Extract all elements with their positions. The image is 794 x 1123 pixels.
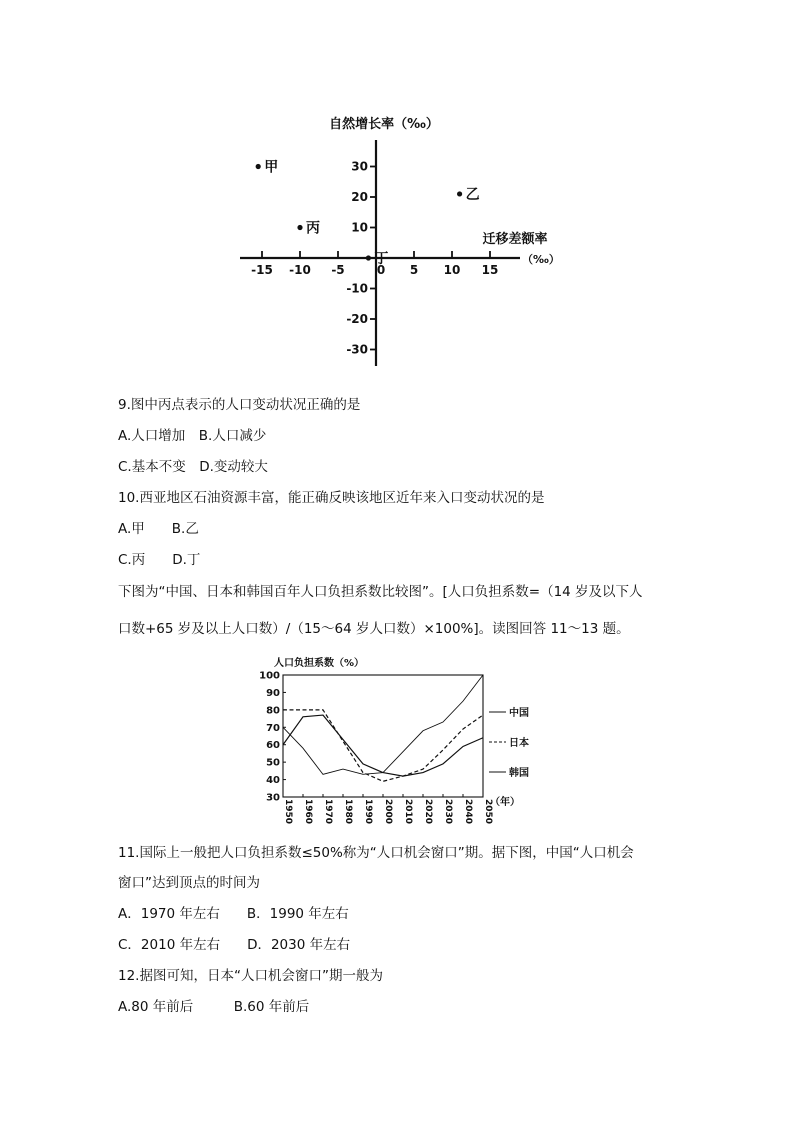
x-tick-label: 5 — [409, 263, 419, 277]
point-marker — [256, 164, 261, 169]
series-line-2 — [283, 710, 483, 781]
y-tick-label: 20 — [351, 190, 368, 204]
point-label: 乙 — [465, 186, 480, 203]
x-tick-label: 2050 — [483, 799, 493, 825]
y-tick-label: 80 — [266, 705, 280, 717]
question-9-options-cd: C.基本不变 D.变动较大 — [118, 459, 268, 475]
point-label: 丙 — [306, 220, 320, 237]
point-marker — [297, 225, 302, 230]
x-tick-label: 15 — [481, 263, 499, 277]
x-axis-unit: （‰） — [522, 253, 560, 266]
series-line-1 — [283, 715, 483, 776]
y-tick-label: 70 — [266, 722, 280, 734]
x-tick-label: 1960 — [303, 799, 313, 825]
y-tick-label: 60 — [266, 740, 280, 752]
legend-label: 韩国 — [509, 768, 529, 779]
x-tick-label: -15 — [251, 263, 273, 277]
point-label: 丁 — [374, 251, 389, 267]
x-tick-label: 1970 — [323, 799, 333, 825]
intro-line-1: 下图为“中国、日本和韩国百年人口负担系数比较图”。[人口负担系数=（14 岁及以下人 — [118, 584, 643, 600]
legend-label: 中国 — [509, 708, 529, 719]
question-10-options-cd: C.丙 D.丁 — [118, 552, 201, 568]
chart-title: 人口负担系数（%） — [274, 658, 365, 669]
y-tick-label: -30 — [346, 342, 368, 357]
y-tick-label: 10 — [351, 220, 368, 235]
x-tick-label: 1980 — [343, 799, 353, 825]
y-tick-label: 30 — [266, 792, 280, 804]
question-11-options-cd: C．2010 年左右 D．2030 年左右 — [118, 937, 351, 953]
x-tick-label: 2010 — [403, 799, 413, 825]
intro-line-2: 口数+65 岁及以上人口数）/（15～64 岁人口数）×100%]。读图回答 11～13 题。 — [118, 621, 630, 637]
y-tick-label: 100 — [259, 670, 280, 682]
x-tick-label: -5 — [331, 263, 345, 277]
plot-frame — [283, 675, 483, 797]
x-tick-label: 1990 — [363, 799, 373, 825]
y-tick-label: -10 — [346, 281, 368, 296]
question-9: 9.图中丙点表示的人口变动状况正确的是 — [118, 397, 361, 413]
x-tick-label: 2030 — [443, 799, 453, 825]
question-10: 10.西亚地区石油资源丰富，能正确反映该地区近年来入口变动状况的是 — [118, 490, 545, 506]
question-12-options-ab: A.80 年前后 B.60 年前后 — [118, 999, 310, 1015]
question-11-line-1: 11.国际上一般把人口负担系数≤50%称为“人口机会窗口”期。据下图，中国“人口机会 — [118, 845, 634, 861]
point-marker — [366, 255, 371, 260]
x-axis-unit: （年） — [490, 797, 520, 808]
x-tick-label: 10 — [443, 263, 461, 277]
question-10-options-ab: A.甲 B.乙 — [118, 521, 199, 537]
series-line-3 — [283, 675, 483, 774]
x-tick-label: 2040 — [463, 799, 473, 825]
x-tick-label: 2000 — [383, 799, 393, 825]
y-tick-label: 40 — [266, 775, 280, 787]
question-12: 12.据图可知，日本“人口机会窗口”期一般为 — [118, 968, 383, 984]
x-tick-label: 0 — [376, 263, 386, 277]
x-tick-label: 2020 — [423, 799, 433, 825]
migration-growth-scatter — [230, 110, 570, 370]
y-tick-label: 50 — [266, 757, 280, 769]
x-tick-label: 1950 — [283, 799, 293, 825]
x-tick-label: -10 — [289, 263, 311, 277]
point-label: 甲 — [264, 159, 279, 176]
dependency-ratio-chart — [252, 652, 552, 830]
question-9-options-ab: A.人口增加 B.人口减少 — [118, 428, 267, 444]
x-axis-title: 迁移差额率 — [482, 232, 548, 247]
y-tick-label: 30 — [351, 159, 368, 174]
y-tick-label: -20 — [346, 312, 368, 326]
y-tick-label: 90 — [266, 687, 280, 699]
question-11-options-ab: A．1970 年左右 B．1990 年左右 — [118, 906, 349, 922]
legend-label: 日本 — [509, 738, 529, 749]
point-marker — [457, 191, 462, 196]
y-axis-title: 自然增长率（‰） — [329, 117, 439, 132]
question-11-line-2: 窗口”达到顶点的时间为 — [118, 875, 260, 891]
